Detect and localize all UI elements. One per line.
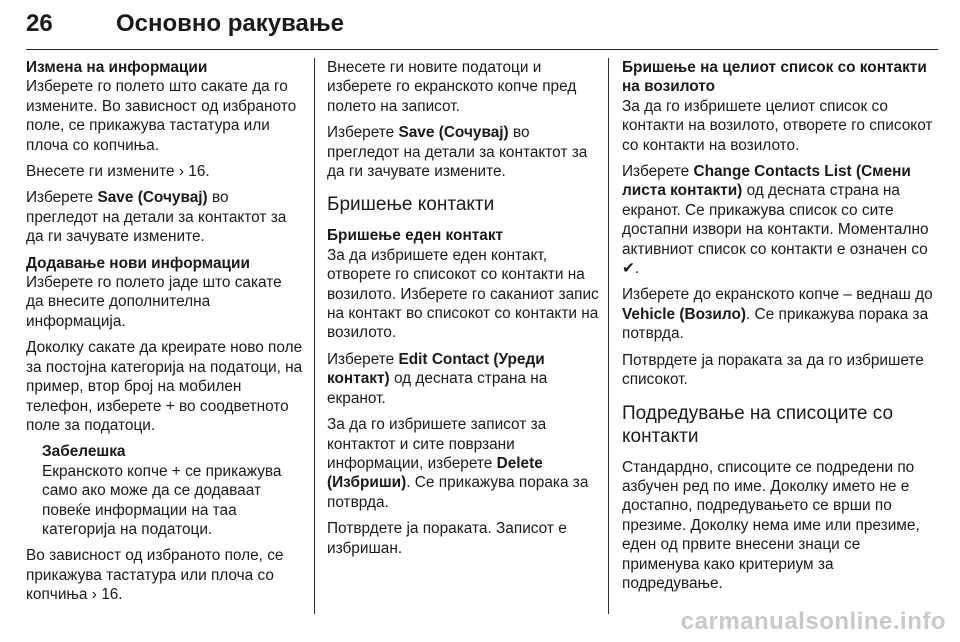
subheading-edit-info: Измена на информации [26,59,208,76]
paragraph: Изберете Save (Сочувај) во прегледот на детали за контактот за да ги зачувате измените. [26,189,287,246]
paragraph: Изберете го полето јаде што сакате да внесите дополнителна информација. [26,274,282,330]
paragraph: Изберете до екранското копче – веднаш до Vehicle (Возило). Се прикажува порака за потврда. [622,286,933,343]
page-number: 26 [26,10,53,37]
paragraph: Стандардно, списоците се подредени по азбучен ред по име. Доколку името не е достапно, подредувањето се врши по презиме. Доколку нема име или презиме, еден од првите внесени знаци се применува како критериум за подредување. [622,458,920,592]
column-divider [314,58,315,614]
paragraph: Изберете го полето што сакате да го измените. Во зависност од избраното поле, се прикажува тастатура или плоча со копчиња. [26,78,297,154]
subheading-delete-all: Бришење на целиот список со контакти на возилото [622,59,927,96]
page-ref-icon: › [178,163,185,181]
paragraph: Доколку сакате да креирате ново поле за постојна категорија на податоци, на пример, втор број на мобилен телефон, изберете + во соодветното поле за податоци. [26,339,303,434]
page-title: Основно ракување [116,10,344,37]
ui-label-edit-contact: Edit Contact (Уреди контакт) [327,350,545,388]
paragraph: Внесете ги новите податоци и изберете го екранското копче пред полето на записот. [327,59,577,115]
subheading-add-info: Додавање нови информации [26,254,250,272]
column-3 [622,58,936,600]
paragraph: Изберете Edit Contact (Уреди контакт) од десната страна на екранот. [327,350,548,407]
paragraph: Потврдете ја пораката за да го избришете списокот. [622,351,924,389]
watermark: carmanualsonline.info [680,608,946,635]
ui-label-delete: Delete (Избриши) [327,454,543,492]
column-2 [327,58,599,565]
paragraph: Внесете ги измените › 16. [26,163,210,181]
paragraph: Изберете Save (Сочувај) во прегледот на детали за контактот за да ги зачувате измените. [327,124,588,181]
column-1 [26,58,303,612]
page-header [26,8,938,50]
paragraph: Потврдете ја пораката. Записот е избришан. [327,520,567,557]
section-heading-delete-contacts: Бришење контакти [327,194,495,216]
ui-label-vehicle: Vehicle (Возило) [622,305,746,323]
note-box [42,442,303,539]
column-divider [608,58,609,614]
note-text: Екранското копче + се прикажува само ако може да се додаваат повеќе информации на таа категорија на податоци. [42,462,282,538]
note-title: Забелешка [42,443,126,461]
page-ref-icon: › [91,586,97,604]
paragraph: За да избришете еден контакт, отворете го списокот со контакти на возилото. Изберете го саканиот запис на контакт во списокот со контакти на возилото. [327,246,599,342]
ui-label-change-contacts-list: Change Contacts List (Смени листа контакти) [622,163,911,200]
section-heading-sort-contacts: Подредување на списоците со контакти [622,402,894,447]
ui-label-save: Save (Сочувај) [398,124,509,142]
paragraph: За да го избришете целиот список со контакти на возилото, отворете го списокот со контакти на возилото. [622,97,933,154]
paragraph: За да го избришете записот за контактот и сите поврзани информации, изберете Delete (Избриши). Се прикажува порака за потврда. [327,416,589,511]
paragraph: Изберете Change Contacts List (Смени листа контакти) од десната страна на екранот. Се прикажува список со сите достапни извори на контакти. Моментално активниот список со контакти е означен со ✔. [622,163,929,278]
subheading-delete-one: Бришење еден контакт [327,227,504,245]
ui-label-save: Save (Сочувај) [97,189,208,207]
paragraph: Во зависност од избраното поле, се прикажува тастатура или плоча со копчиња › 16. [26,547,284,604]
